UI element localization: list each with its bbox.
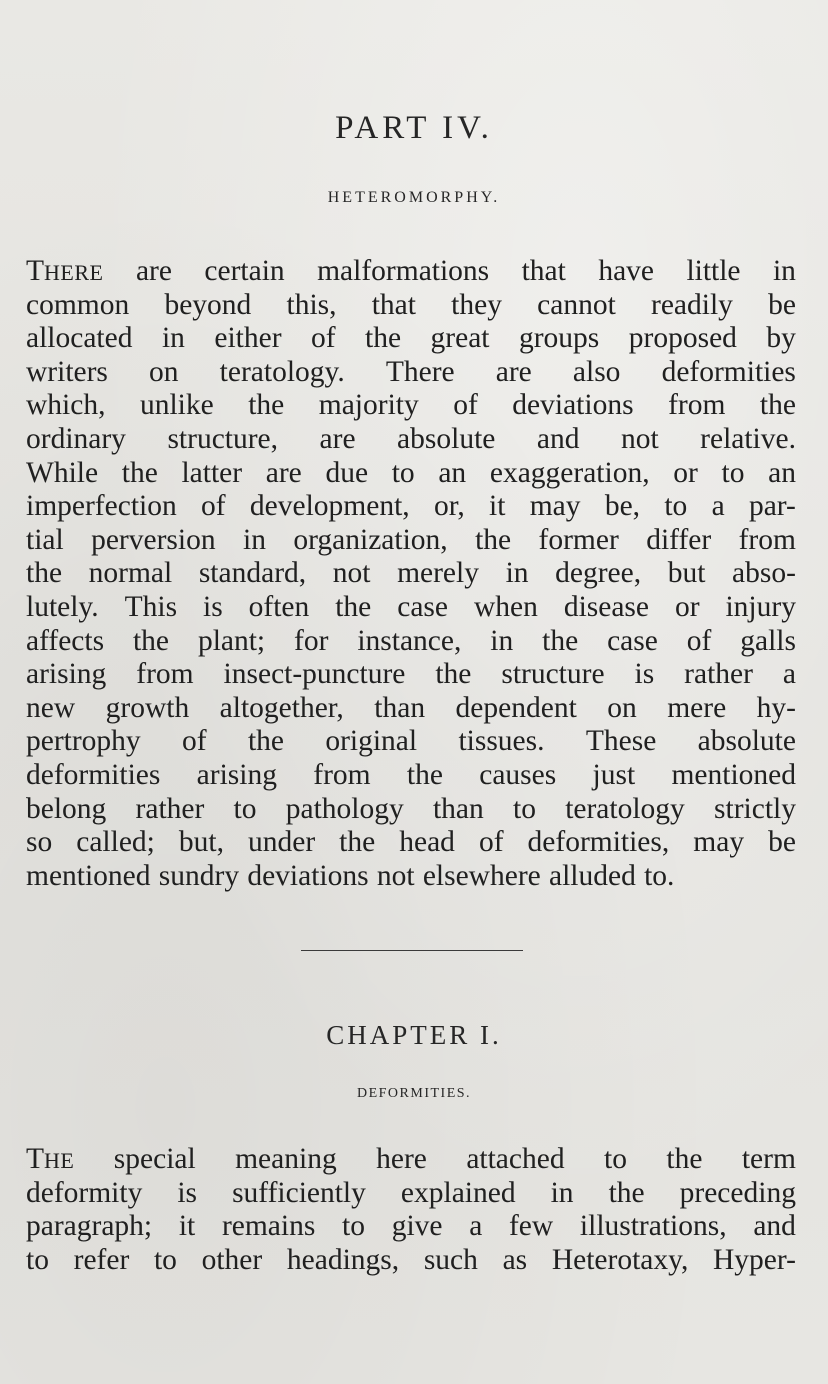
word: galls — [740, 624, 796, 657]
word: this, — [286, 288, 337, 321]
word: rather — [135, 792, 205, 825]
word: of — [686, 624, 712, 657]
word: normal — [88, 557, 173, 590]
text-line — [26, 322, 796, 356]
word: perversion — [91, 523, 216, 556]
word: rather — [684, 658, 753, 691]
word: other — [201, 1243, 263, 1276]
word: on — [149, 355, 179, 388]
word: in — [161, 322, 185, 355]
word: when — [473, 590, 538, 623]
word: deformities — [661, 355, 796, 388]
part-title: PART IV. — [335, 110, 493, 146]
text-line — [26, 725, 796, 759]
word: is — [203, 590, 223, 623]
word: hy- — [756, 691, 796, 724]
word: altogether, — [219, 691, 344, 724]
word: mentioned — [671, 758, 796, 791]
word: an — [438, 456, 467, 489]
word: under — [247, 826, 316, 859]
word: from — [313, 758, 371, 791]
word: pertrophy — [26, 725, 141, 758]
word: growth — [105, 691, 190, 724]
word: proposed — [628, 322, 737, 355]
word: term — [741, 1143, 796, 1175]
word: instance, — [357, 624, 462, 657]
word: refer — [73, 1243, 130, 1276]
word: plant; — [197, 624, 266, 657]
word: head — [399, 826, 455, 859]
word: This — [124, 590, 178, 623]
text-line — [26, 860, 796, 894]
word: teratology. — [219, 355, 345, 388]
word: the — [608, 1176, 645, 1209]
word: by — [766, 322, 796, 355]
paragraph-heteromorphy — [26, 255, 796, 893]
word: is — [177, 1176, 198, 1209]
word: are — [135, 255, 172, 287]
word: but — [667, 557, 706, 590]
word: just — [592, 758, 636, 791]
word: former — [538, 523, 619, 556]
word: malformations — [317, 255, 490, 287]
word: to — [342, 1210, 365, 1243]
text-line — [26, 524, 796, 558]
word: degree, — [555, 557, 642, 590]
word: beyond — [164, 288, 252, 321]
text-line — [26, 759, 796, 793]
word: a — [782, 658, 796, 691]
word: headings, — [286, 1243, 400, 1276]
word: from — [136, 658, 194, 691]
word: special — [113, 1143, 196, 1175]
word: be, — [604, 490, 641, 523]
word: alluded — [549, 859, 636, 892]
word: ordinary — [26, 422, 126, 455]
word: of — [182, 725, 207, 758]
word: readily — [651, 288, 733, 321]
word: standard, — [198, 557, 307, 590]
word: not — [376, 859, 415, 892]
word: deviations — [512, 389, 634, 422]
word: latter — [181, 456, 243, 489]
word: such — [423, 1243, 478, 1276]
word: development, — [249, 490, 410, 523]
word: writers — [26, 355, 108, 388]
word: mentioned — [26, 859, 151, 892]
word: often — [248, 590, 310, 623]
word: it — [489, 490, 506, 523]
word: that — [521, 255, 566, 287]
word: in — [772, 255, 796, 287]
word: is — [634, 658, 655, 691]
word: great — [430, 322, 490, 355]
text-line — [26, 356, 796, 390]
word: and — [536, 422, 580, 455]
paragraph-deformities — [26, 1143, 796, 1277]
word: the — [121, 456, 158, 489]
word: structure, — [167, 422, 279, 455]
word: of — [201, 490, 226, 523]
word: not — [332, 557, 371, 590]
word: due — [325, 456, 369, 489]
word: lutely. — [26, 590, 99, 623]
word: par- — [748, 490, 796, 523]
word: in — [505, 557, 529, 590]
word: may — [693, 826, 745, 859]
word: may — [529, 490, 581, 523]
word: little — [686, 255, 741, 287]
text-line — [26, 793, 796, 827]
word: in — [550, 1176, 574, 1209]
word: Hyper- — [713, 1243, 796, 1276]
word: the — [247, 725, 284, 758]
word: remains — [221, 1210, 316, 1243]
word: be — [768, 288, 796, 321]
word: deformity — [26, 1176, 143, 1209]
word: the — [406, 758, 443, 791]
word: While — [26, 456, 99, 489]
word: exaggeration, — [489, 456, 650, 489]
word: disease — [563, 590, 649, 623]
word: not — [620, 422, 659, 455]
word: give — [391, 1210, 443, 1243]
word: unlike — [139, 389, 214, 422]
word: mere — [667, 691, 727, 724]
text-line — [26, 658, 796, 692]
word: explained — [400, 1176, 516, 1209]
word: to. — [644, 859, 675, 892]
word: There — [385, 355, 455, 388]
word: which, — [26, 389, 106, 422]
word: the — [542, 624, 579, 657]
word: elsewhere — [422, 859, 541, 892]
word: tissues. — [458, 725, 545, 758]
word: attached — [466, 1143, 565, 1175]
word: tial — [26, 523, 64, 556]
word: the — [435, 658, 472, 691]
word: organization, — [293, 523, 448, 556]
word: an — [768, 456, 796, 489]
word: are — [495, 355, 532, 388]
word: sufficiently — [232, 1176, 366, 1209]
word: to — [391, 456, 415, 489]
word: to — [153, 1243, 177, 1276]
word: arising — [26, 658, 107, 691]
word: deformities — [26, 758, 161, 791]
word: in — [243, 523, 266, 556]
word: are — [319, 422, 356, 455]
text-line — [26, 625, 796, 659]
text-line — [26, 389, 796, 423]
word: so — [26, 826, 53, 859]
word: allocated — [26, 322, 133, 355]
word: as — [502, 1243, 528, 1276]
text-line — [26, 423, 796, 457]
text-line — [26, 1143, 796, 1177]
word: merely — [397, 557, 479, 590]
word: the — [365, 322, 402, 355]
word: certain — [204, 255, 285, 287]
text-line — [26, 1210, 796, 1244]
word: to — [664, 490, 688, 523]
word: on — [607, 691, 637, 724]
word: the — [335, 590, 372, 623]
word: injury — [725, 590, 796, 623]
word: have — [598, 255, 654, 287]
word: Heterotaxy, — [551, 1243, 689, 1276]
word: absolute — [697, 725, 796, 758]
word: absolute — [397, 422, 496, 455]
word: deviations — [247, 859, 369, 892]
chapter-subtitle: DEFORMITIES. — [356, 1086, 472, 1101]
word: the — [339, 826, 376, 859]
word: causes — [479, 758, 557, 791]
word: pathology — [285, 792, 404, 825]
text-line — [26, 457, 796, 491]
word: to — [233, 792, 257, 825]
text-line — [26, 255, 796, 289]
word: These — [585, 725, 657, 758]
word: to — [721, 456, 745, 489]
word: also — [572, 355, 621, 388]
word: but, — [178, 826, 224, 859]
section-divider — [301, 950, 523, 951]
word: or — [674, 590, 700, 623]
word: illustrations, — [579, 1210, 727, 1243]
word: structure — [501, 658, 605, 691]
word: sundry — [158, 859, 240, 892]
word: meaning — [235, 1143, 337, 1175]
word: to — [513, 792, 536, 825]
text-line — [26, 1244, 796, 1278]
word: it — [178, 1210, 196, 1243]
word: cannot — [537, 288, 616, 321]
word: the — [248, 389, 285, 422]
text-line — [26, 591, 796, 625]
word: strictly — [714, 792, 796, 825]
word: case — [397, 590, 448, 623]
word: are — [265, 456, 302, 489]
text-line — [26, 1177, 796, 1211]
word: case — [607, 624, 658, 657]
word: or — [673, 456, 698, 489]
word: preceding — [679, 1176, 796, 1209]
word: arising — [196, 758, 277, 791]
word: the — [759, 389, 796, 422]
word: from — [668, 389, 726, 422]
word: of — [453, 389, 478, 422]
word: than — [432, 792, 484, 825]
word: that — [371, 288, 416, 321]
word: a — [711, 490, 725, 523]
text-line — [26, 557, 796, 591]
word: be — [768, 826, 796, 859]
word: paragraph; — [26, 1210, 153, 1243]
word: abso- — [732, 557, 796, 590]
word: to — [604, 1143, 627, 1175]
word: insect-puncture — [223, 658, 406, 691]
text-line — [26, 692, 796, 726]
word: they — [451, 288, 502, 321]
word: for — [294, 624, 329, 657]
word: in — [490, 624, 514, 657]
chapter-title: CHAPTER I. — [326, 1020, 502, 1050]
word: from — [738, 523, 796, 556]
text-line — [26, 289, 796, 323]
word: of — [478, 826, 504, 859]
word: groups — [518, 322, 600, 355]
word: the — [132, 624, 170, 657]
word: the — [26, 557, 63, 590]
word: here — [376, 1143, 427, 1175]
word: of — [310, 322, 336, 355]
word: belong — [26, 792, 107, 825]
word: the — [666, 1143, 703, 1175]
word: common — [26, 288, 130, 321]
word: majority — [318, 389, 419, 422]
word: and — [753, 1210, 796, 1243]
word: original — [325, 725, 418, 758]
word: than — [374, 691, 426, 724]
text-line — [26, 826, 796, 860]
word: called; — [76, 826, 155, 859]
word: relative. — [700, 422, 796, 455]
word: the — [475, 523, 512, 556]
word: deformities, — [527, 826, 670, 859]
word: or, — [433, 490, 465, 523]
word: imperfection — [26, 490, 177, 523]
small-caps-lead-word: THE — [26, 1143, 75, 1175]
word: affects — [26, 624, 105, 657]
small-caps-lead-word: THERE — [26, 255, 104, 287]
word: dependent — [455, 691, 577, 724]
word: differ — [646, 523, 712, 556]
word: to — [26, 1243, 49, 1276]
word: either — [214, 322, 282, 355]
word: new — [26, 691, 76, 724]
word: few — [508, 1210, 554, 1243]
part-subtitle: HETEROMORPHY. — [327, 189, 501, 206]
word: teratology — [565, 792, 685, 825]
text-line — [26, 490, 796, 524]
word: a — [469, 1210, 483, 1243]
